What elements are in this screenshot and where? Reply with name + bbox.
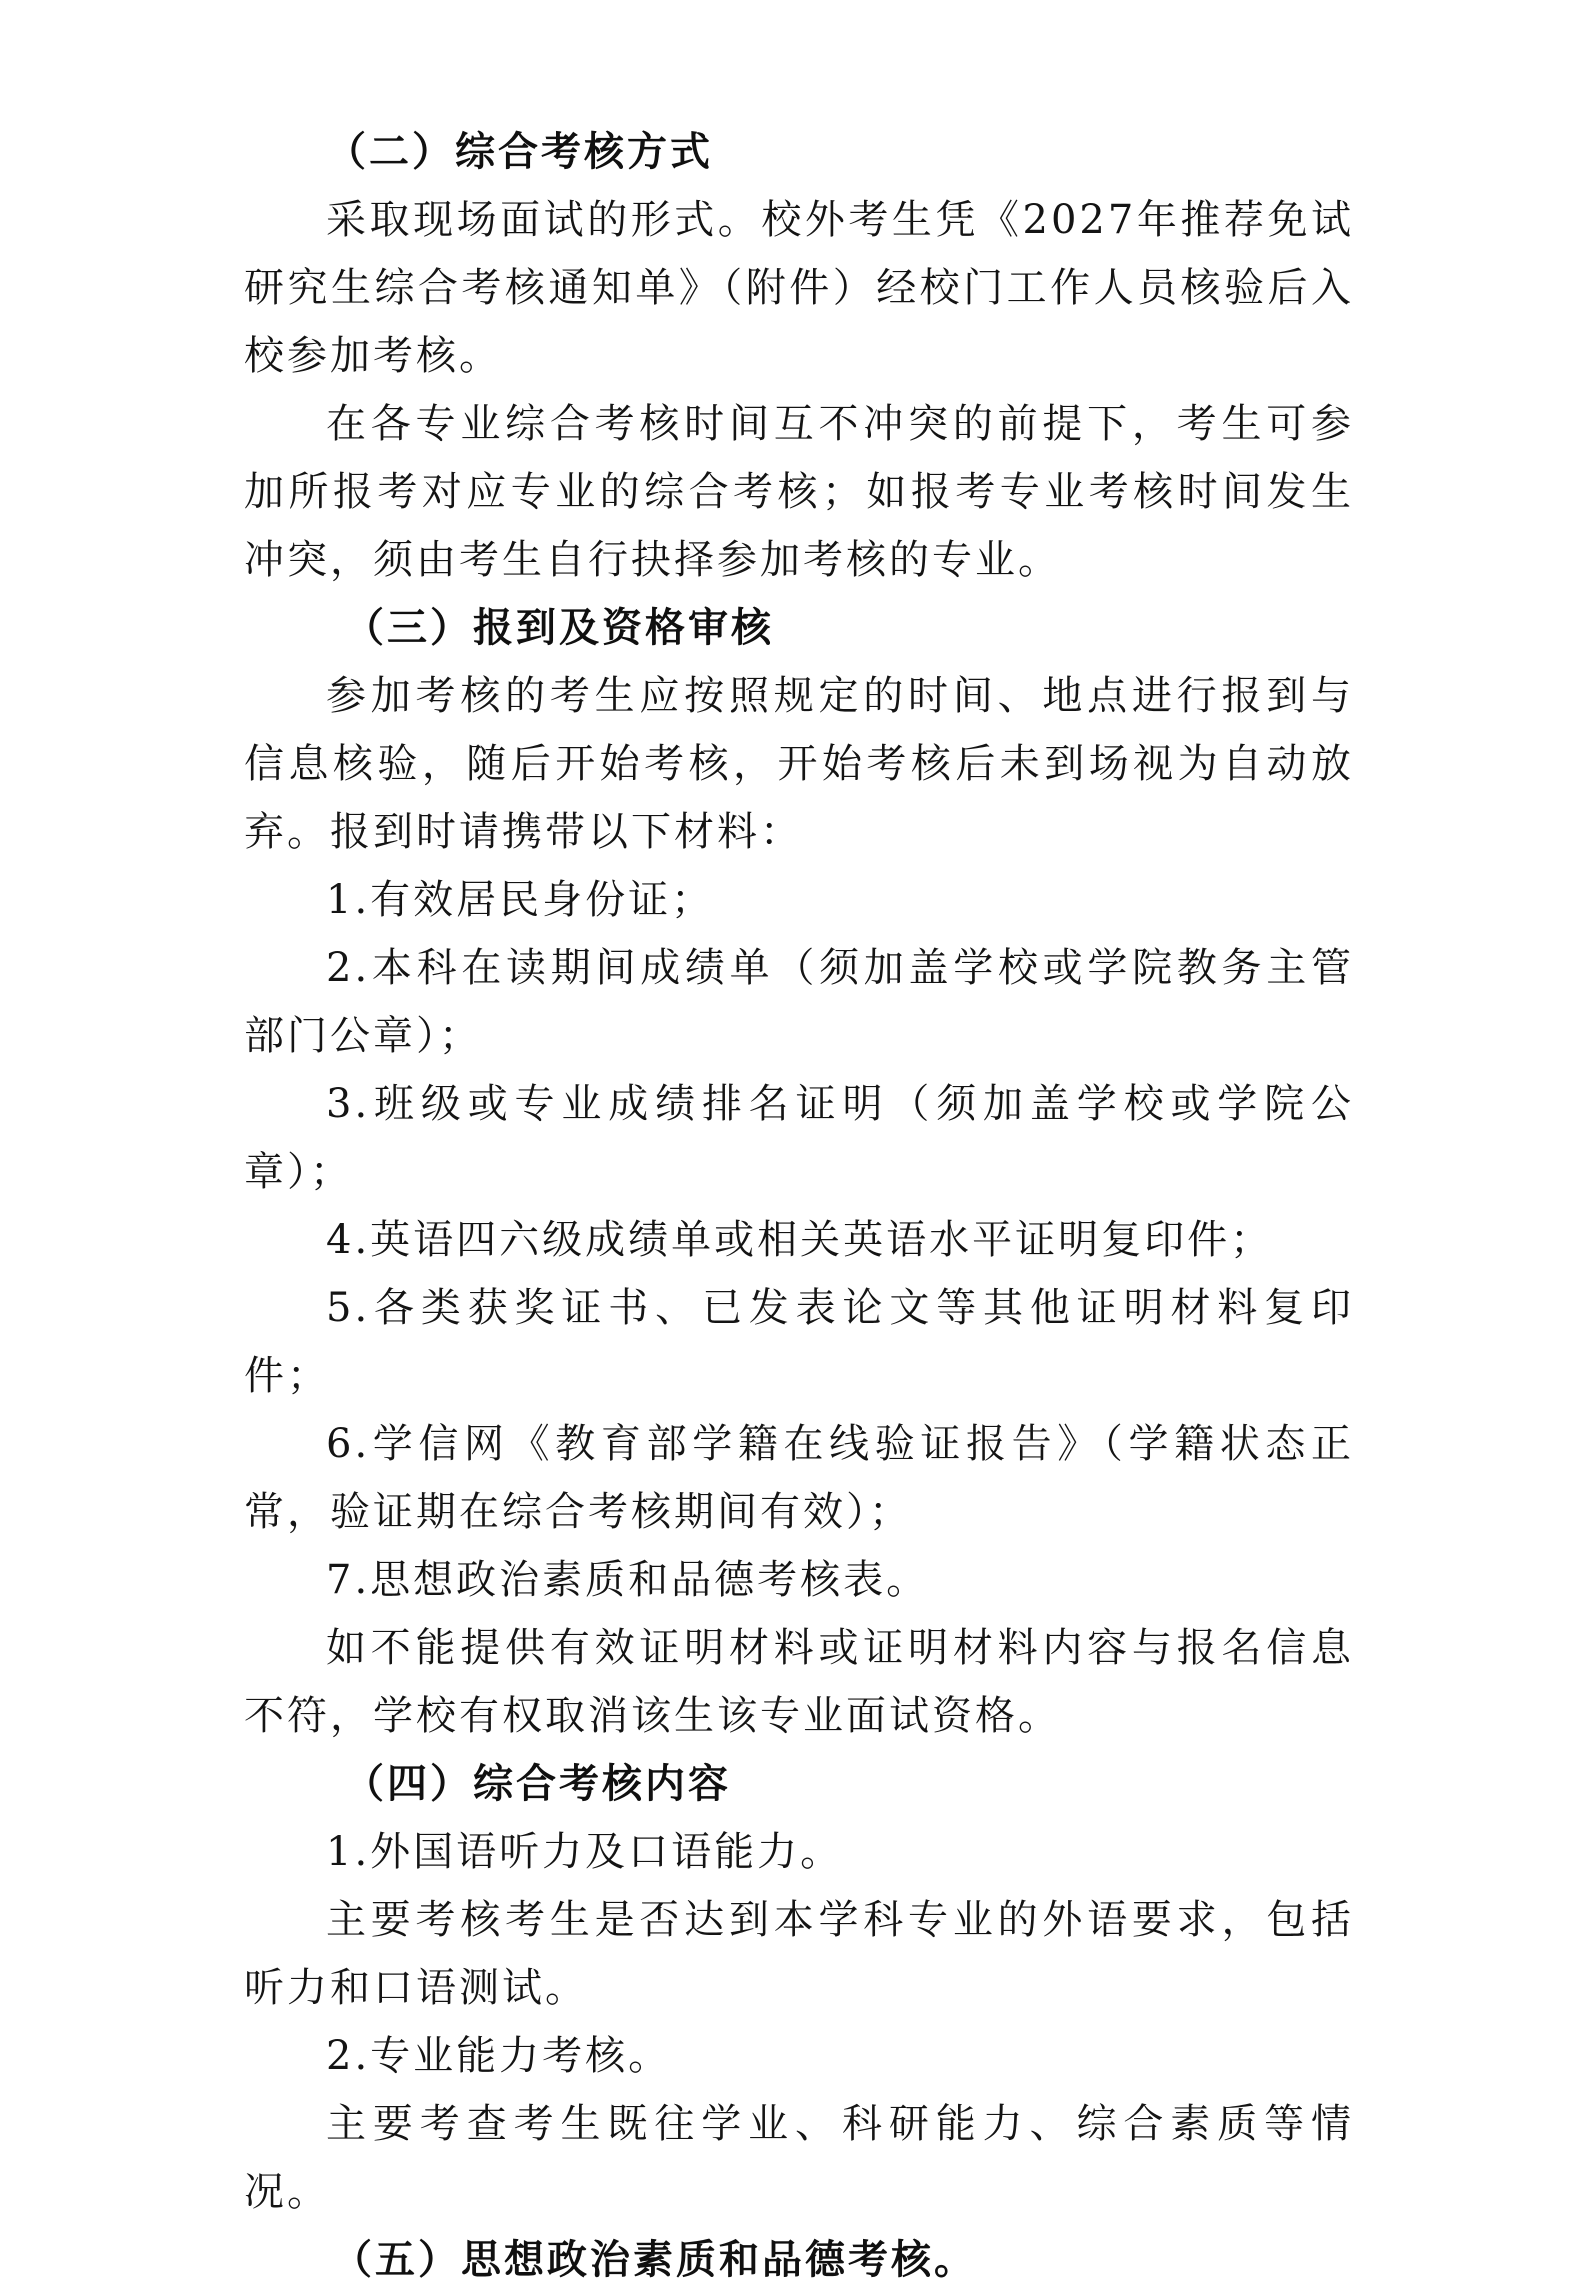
list-item-ranking-certificate: 3.班级或专业成绩排名证明（须加盖学校或学院公章）； [244,1081,1354,1195]
section-heading-registration: （三）报到及资格审核 [344,605,774,651]
section-heading-assessment-method: （二）综合考核方式 [326,129,713,175]
list-item-award-certificates: 5.各类获奖证书、已发表论文等其他证明材料复印件； [244,1285,1354,1399]
document-body [244,118,1354,2294]
list-item-enrollment-report: 6.学信网《教育部学籍在线验证报告》（学籍状态正常，验证期在综合考核期间有效）； [244,1421,1354,1535]
list-item-moral-assessment-form: 7.思想政治素质和品德考核表。 [326,1557,930,1603]
list-item-id-card: 1.有效居民身份证； [326,877,715,923]
list-item-transcript: 2.本科在读期间成绩单（须加盖学校或学院教务主管部门公章）； [244,945,1354,1059]
paragraph-language-requirement: 主要考核考生是否达到本学科专业的外语要求，包括听力和口语测试。 [244,1897,1354,2011]
paragraph-foreign-language: 1.外国语听力及口语能力。 [326,1829,844,1875]
paragraph-professional-review: 主要考查考生既往学业、科研能力、综合素质等情况。 [244,2101,1354,2215]
section-heading-moral-assessment: （五）思想政治素质和品德考核。 [332,2237,977,2283]
paragraph-disqualification: 如不能提供有效证明材料或证明材料内容与报名信息不符，学校有权取消该生该专业面试资格。 [244,1625,1354,1739]
paragraph-schedule-conflict: 在各专业综合考核时间互不冲突的前提下，考生可参加所报考对应专业的综合考核；如报考专业考核时间发生冲突，须由考生自行抉择参加考核的专业。 [244,401,1354,583]
section-heading-assessment-content: （四）综合考核内容 [344,1761,731,1807]
paragraph-professional-ability: 2.专业能力考核。 [326,2033,672,2079]
list-item-english-certificate: 4.英语四六级成绩单或相关英语水平证明复印件； [326,1217,1274,1263]
paragraph-interview-format: 采取现场面试的形式。校外考生凭《2027年推荐免试研究生综合考核通知单》（附件）经校门工作人员核验后入校参加考核。 [244,197,1354,379]
paragraph-registration-info: 参加考核的考生应按照规定的时间、地点进行报到与信息核验，随后开始考核，开始考核后未到场视为自动放弃。报到时请携带以下材料： [244,673,1354,855]
